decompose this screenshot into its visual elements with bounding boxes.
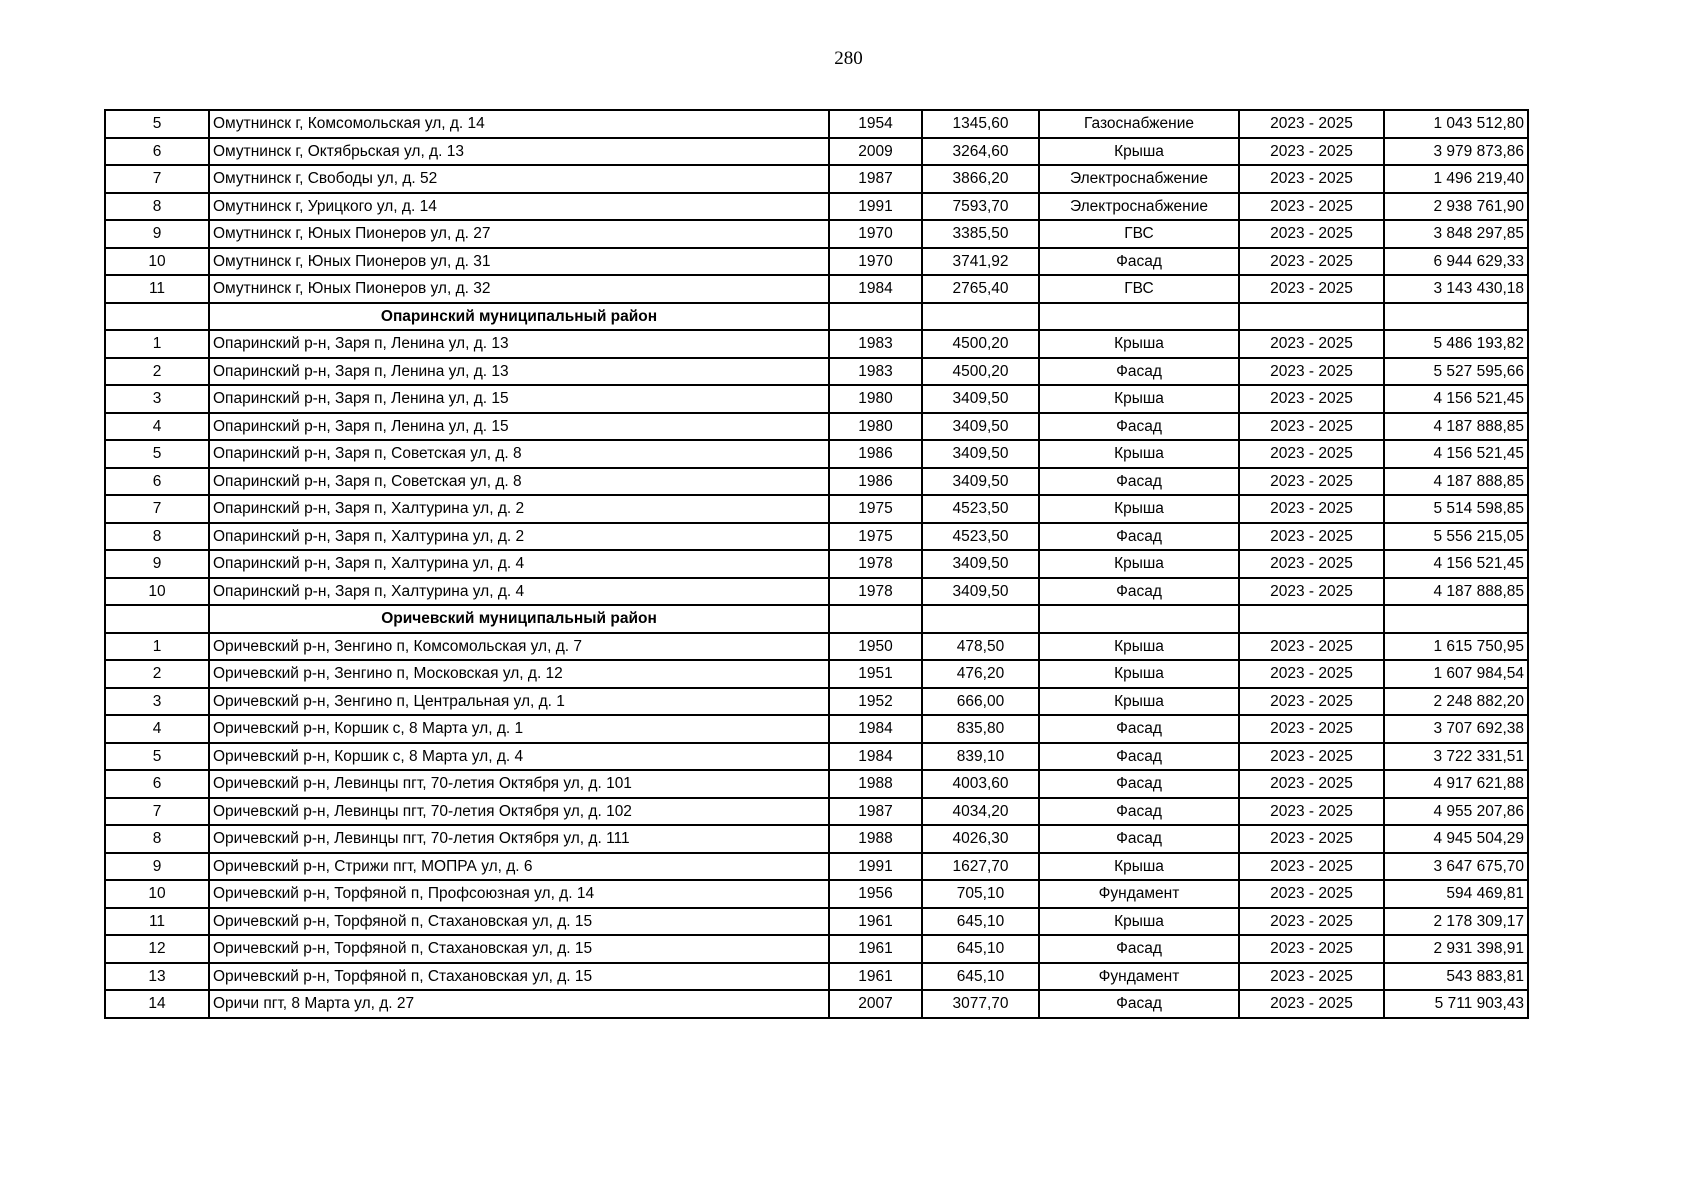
row-number: 4	[105, 715, 209, 743]
area-cell: 3264,60	[922, 138, 1039, 166]
district-heading: Опаринский муниципальный район	[209, 303, 829, 331]
address-cell: Омутнинск г, Свободы ул, д. 52	[209, 165, 829, 193]
row-number: 1	[105, 633, 209, 661]
table-row	[105, 770, 1528, 798]
table-row	[105, 798, 1528, 826]
year-built-cell: 1984	[829, 743, 922, 771]
section-header-row	[105, 605, 1528, 633]
year-built-cell: 1951	[829, 660, 922, 688]
cost-cell: 594 469,81	[1384, 880, 1528, 908]
year-built-cell: 1988	[829, 825, 922, 853]
section-header-row	[105, 303, 1528, 331]
year-built-cell: 1991	[829, 193, 922, 221]
cost-cell: 1 615 750,95	[1384, 633, 1528, 661]
row-number: 11	[105, 908, 209, 936]
address-cell: Оричевский р-н, Торфяной п, Стахановская ул, д. 15	[209, 935, 829, 963]
area-cell: 3409,50	[922, 578, 1039, 606]
cost-cell: 4 156 521,45	[1384, 385, 1528, 413]
cost-cell: 4 187 888,85	[1384, 578, 1528, 606]
area-cell: 4026,30	[922, 825, 1039, 853]
address-cell: Оричевский р-н, Зенгино п, Московская ул, д. 12	[209, 660, 829, 688]
area-cell: 3385,50	[922, 220, 1039, 248]
row-number	[105, 303, 209, 331]
period-cell: 2023 - 2025	[1239, 413, 1384, 441]
period-cell: 2023 - 2025	[1239, 495, 1384, 523]
work-type-cell	[1039, 605, 1239, 633]
cost-cell: 3 143 430,18	[1384, 275, 1528, 303]
work-type-cell: Фасад	[1039, 358, 1239, 386]
period-cell: 2023 - 2025	[1239, 660, 1384, 688]
period-cell: 2023 - 2025	[1239, 385, 1384, 413]
row-number: 2	[105, 358, 209, 386]
area-cell: 2765,40	[922, 275, 1039, 303]
table-row	[105, 853, 1528, 881]
row-number: 8	[105, 825, 209, 853]
cost-cell: 3 707 692,38	[1384, 715, 1528, 743]
address-cell: Опаринский р-н, Заря п, Халтурина ул, д. 4	[209, 550, 829, 578]
address-cell: Оричевский р-н, Левинцы пгт, 70-летия Октября ул, д. 101	[209, 770, 829, 798]
year-built-cell: 1956	[829, 880, 922, 908]
table-row	[105, 275, 1528, 303]
address-cell: Опаринский р-н, Заря п, Ленина ул, д. 13	[209, 358, 829, 386]
address-cell: Оричевский р-н, Торфяной п, Стахановская ул, д. 15	[209, 908, 829, 936]
table-row	[105, 330, 1528, 358]
period-cell: 2023 - 2025	[1239, 523, 1384, 551]
year-built-cell: 1983	[829, 358, 922, 386]
year-built-cell: 1978	[829, 550, 922, 578]
period-cell: 2023 - 2025	[1239, 275, 1384, 303]
table-row	[105, 138, 1528, 166]
period-cell: 2023 - 2025	[1239, 688, 1384, 716]
work-type-cell: Крыша	[1039, 660, 1239, 688]
period-cell: 2023 - 2025	[1239, 110, 1384, 138]
year-built-cell: 1961	[829, 963, 922, 991]
row-number: 9	[105, 220, 209, 248]
period-cell: 2023 - 2025	[1239, 248, 1384, 276]
table-row	[105, 660, 1528, 688]
table-row	[105, 248, 1528, 276]
period-cell: 2023 - 2025	[1239, 963, 1384, 991]
area-cell: 645,10	[922, 963, 1039, 991]
cost-cell: 4 955 207,86	[1384, 798, 1528, 826]
cost-cell: 5 711 903,43	[1384, 990, 1528, 1018]
cost-cell: 4 187 888,85	[1384, 413, 1528, 441]
cost-cell: 4 156 521,45	[1384, 550, 1528, 578]
building-repair-table	[104, 109, 1529, 1019]
year-built-cell: 1988	[829, 770, 922, 798]
period-cell	[1239, 303, 1384, 331]
work-type-cell: Крыша	[1039, 138, 1239, 166]
period-cell: 2023 - 2025	[1239, 138, 1384, 166]
area-cell: 666,00	[922, 688, 1039, 716]
table-row	[105, 220, 1528, 248]
year-built-cell: 2007	[829, 990, 922, 1018]
cost-cell: 2 178 309,17	[1384, 908, 1528, 936]
address-cell: Омутнинск г, Октябрьская ул, д. 13	[209, 138, 829, 166]
address-cell: Оричевский р-н, Зенгино п, Центральная ул, д. 1	[209, 688, 829, 716]
year-built-cell: 1954	[829, 110, 922, 138]
year-built-cell: 1970	[829, 248, 922, 276]
work-type-cell: Фасад	[1039, 715, 1239, 743]
work-type-cell	[1039, 303, 1239, 331]
address-cell: Оричи пгт, 8 Марта ул, д. 27	[209, 990, 829, 1018]
area-cell: 1627,70	[922, 853, 1039, 881]
table-row	[105, 440, 1528, 468]
table-row	[105, 825, 1528, 853]
table-row	[105, 743, 1528, 771]
row-number: 3	[105, 688, 209, 716]
area-cell: 645,10	[922, 935, 1039, 963]
table-row	[105, 935, 1528, 963]
period-cell: 2023 - 2025	[1239, 468, 1384, 496]
work-type-cell: Фасад	[1039, 743, 1239, 771]
cost-cell: 4 945 504,29	[1384, 825, 1528, 853]
period-cell: 2023 - 2025	[1239, 908, 1384, 936]
row-number: 13	[105, 963, 209, 991]
address-cell: Оричевский р-н, Стрижи пгт, МОПРА ул, д. 6	[209, 853, 829, 881]
area-cell: 476,20	[922, 660, 1039, 688]
address-cell: Омутнинск г, Комсомольская ул, д. 14	[209, 110, 829, 138]
work-type-cell: Электроснабжение	[1039, 165, 1239, 193]
table-row	[105, 523, 1528, 551]
cost-cell: 4 917 621,88	[1384, 770, 1528, 798]
area-cell: 705,10	[922, 880, 1039, 908]
work-type-cell: Фасад	[1039, 523, 1239, 551]
year-built-cell: 1986	[829, 440, 922, 468]
cost-cell	[1384, 605, 1528, 633]
table-body	[105, 110, 1528, 1018]
row-number: 4	[105, 413, 209, 441]
area-cell: 839,10	[922, 743, 1039, 771]
period-cell: 2023 - 2025	[1239, 550, 1384, 578]
cost-cell: 4 156 521,45	[1384, 440, 1528, 468]
area-cell	[922, 605, 1039, 633]
table-row	[105, 413, 1528, 441]
area-cell: 3077,70	[922, 990, 1039, 1018]
table-row	[105, 193, 1528, 221]
work-type-cell: Крыша	[1039, 688, 1239, 716]
period-cell: 2023 - 2025	[1239, 743, 1384, 771]
row-number: 5	[105, 440, 209, 468]
row-number: 1	[105, 330, 209, 358]
row-number: 9	[105, 853, 209, 881]
cost-cell: 5 514 598,85	[1384, 495, 1528, 523]
work-type-cell: ГВС	[1039, 275, 1239, 303]
table-row	[105, 908, 1528, 936]
table-row	[105, 550, 1528, 578]
period-cell: 2023 - 2025	[1239, 715, 1384, 743]
address-cell: Оричевский р-н, Торфяной п, Стахановская ул, д. 15	[209, 963, 829, 991]
address-cell: Оричевский р-н, Коршик с, 8 Марта ул, д. 4	[209, 743, 829, 771]
cost-cell: 1 043 512,80	[1384, 110, 1528, 138]
year-built-cell: 1984	[829, 275, 922, 303]
year-built-cell: 1978	[829, 578, 922, 606]
period-cell: 2023 - 2025	[1239, 193, 1384, 221]
cost-cell: 3 722 331,51	[1384, 743, 1528, 771]
work-type-cell: Крыша	[1039, 385, 1239, 413]
row-number: 10	[105, 880, 209, 908]
address-cell: Опаринский р-н, Заря п, Ленина ул, д. 15	[209, 385, 829, 413]
address-cell: Омутнинск г, Урицкого ул, д. 14	[209, 193, 829, 221]
work-type-cell: Крыша	[1039, 853, 1239, 881]
period-cell: 2023 - 2025	[1239, 853, 1384, 881]
address-cell: Оричевский р-н, Зенгино п, Комсомольская ул, д. 7	[209, 633, 829, 661]
year-built-cell: 2009	[829, 138, 922, 166]
area-cell: 3866,20	[922, 165, 1039, 193]
period-cell: 2023 - 2025	[1239, 330, 1384, 358]
work-type-cell: Фундамент	[1039, 880, 1239, 908]
work-type-cell: Крыша	[1039, 550, 1239, 578]
address-cell: Оричевский р-н, Торфяной п, Профсоюзная ул, д. 14	[209, 880, 829, 908]
row-number: 7	[105, 495, 209, 523]
year-built-cell: 1991	[829, 853, 922, 881]
year-built-cell: 1961	[829, 935, 922, 963]
area-cell: 4500,20	[922, 358, 1039, 386]
year-built-cell: 1987	[829, 798, 922, 826]
row-number: 6	[105, 770, 209, 798]
table-row	[105, 578, 1528, 606]
row-number: 10	[105, 248, 209, 276]
cost-cell	[1384, 303, 1528, 331]
work-type-cell: Фасад	[1039, 935, 1239, 963]
table-row	[105, 963, 1528, 991]
table-row	[105, 165, 1528, 193]
area-cell: 645,10	[922, 908, 1039, 936]
work-type-cell: Фасад	[1039, 413, 1239, 441]
work-type-cell: Крыша	[1039, 330, 1239, 358]
period-cell: 2023 - 2025	[1239, 770, 1384, 798]
year-built-cell: 1950	[829, 633, 922, 661]
address-cell: Опаринский р-н, Заря п, Халтурина ул, д. 2	[209, 495, 829, 523]
row-number: 5	[105, 110, 209, 138]
year-built-cell: 1984	[829, 715, 922, 743]
row-number: 6	[105, 468, 209, 496]
area-cell: 4500,20	[922, 330, 1039, 358]
table-row	[105, 495, 1528, 523]
address-cell: Омутнинск г, Юных Пионеров ул, д. 31	[209, 248, 829, 276]
area-cell: 7593,70	[922, 193, 1039, 221]
year-built-cell: 1980	[829, 413, 922, 441]
row-number: 5	[105, 743, 209, 771]
period-cell: 2023 - 2025	[1239, 880, 1384, 908]
period-cell: 2023 - 2025	[1239, 825, 1384, 853]
period-cell: 2023 - 2025	[1239, 578, 1384, 606]
table-row	[105, 358, 1528, 386]
area-cell: 3409,50	[922, 468, 1039, 496]
row-number: 2	[105, 660, 209, 688]
work-type-cell: Электроснабжение	[1039, 193, 1239, 221]
work-type-cell: Крыша	[1039, 633, 1239, 661]
cost-cell: 5 486 193,82	[1384, 330, 1528, 358]
cost-cell: 1 496 219,40	[1384, 165, 1528, 193]
address-cell: Опаринский р-н, Заря п, Ленина ул, д. 15	[209, 413, 829, 441]
area-cell: 4034,20	[922, 798, 1039, 826]
year-built-cell: 1986	[829, 468, 922, 496]
work-type-cell: Фасад	[1039, 770, 1239, 798]
period-cell	[1239, 605, 1384, 633]
table-row	[105, 880, 1528, 908]
row-number: 8	[105, 523, 209, 551]
row-number: 9	[105, 550, 209, 578]
row-number: 11	[105, 275, 209, 303]
address-cell: Оричевский р-н, Левинцы пгт, 70-летия Октября ул, д. 102	[209, 798, 829, 826]
table-row	[105, 385, 1528, 413]
cost-cell: 3 848 297,85	[1384, 220, 1528, 248]
work-type-cell: Фасад	[1039, 990, 1239, 1018]
address-cell: Оричевский р-н, Левинцы пгт, 70-летия Октября ул, д. 111	[209, 825, 829, 853]
table-row	[105, 715, 1528, 743]
area-cell	[922, 303, 1039, 331]
row-number: 10	[105, 578, 209, 606]
address-cell: Опаринский р-н, Заря п, Халтурина ул, д. 2	[209, 523, 829, 551]
area-cell: 3409,50	[922, 440, 1039, 468]
table-row	[105, 110, 1528, 138]
work-type-cell: Фасад	[1039, 578, 1239, 606]
area-cell: 4523,50	[922, 495, 1039, 523]
row-number: 8	[105, 193, 209, 221]
year-built-cell: 1970	[829, 220, 922, 248]
work-type-cell: Фасад	[1039, 468, 1239, 496]
work-type-cell: ГВС	[1039, 220, 1239, 248]
work-type-cell: Крыша	[1039, 495, 1239, 523]
address-cell: Опаринский р-н, Заря п, Советская ул, д. 8	[209, 468, 829, 496]
work-type-cell: Газоснабжение	[1039, 110, 1239, 138]
area-cell: 835,80	[922, 715, 1039, 743]
table-row	[105, 688, 1528, 716]
area-cell: 478,50	[922, 633, 1039, 661]
year-built-cell	[829, 605, 922, 633]
row-number: 7	[105, 165, 209, 193]
row-number: 3	[105, 385, 209, 413]
cost-cell: 5 527 595,66	[1384, 358, 1528, 386]
cost-cell: 2 938 761,90	[1384, 193, 1528, 221]
address-cell: Опаринский р-н, Заря п, Советская ул, д. 8	[209, 440, 829, 468]
row-number: 7	[105, 798, 209, 826]
address-cell: Омутнинск г, Юных Пионеров ул, д. 27	[209, 220, 829, 248]
work-type-cell: Фасад	[1039, 798, 1239, 826]
area-cell: 3409,50	[922, 550, 1039, 578]
work-type-cell: Фасад	[1039, 248, 1239, 276]
area-cell: 3409,50	[922, 413, 1039, 441]
period-cell: 2023 - 2025	[1239, 798, 1384, 826]
cost-cell: 5 556 215,05	[1384, 523, 1528, 551]
year-built-cell: 1961	[829, 908, 922, 936]
work-type-cell: Фундамент	[1039, 963, 1239, 991]
row-number: 14	[105, 990, 209, 1018]
cost-cell: 2 248 882,20	[1384, 688, 1528, 716]
cost-cell: 4 187 888,85	[1384, 468, 1528, 496]
page-number: 280	[834, 48, 863, 69]
district-heading: Оричевский муниципальный район	[209, 605, 829, 633]
year-built-cell: 1975	[829, 495, 922, 523]
period-cell: 2023 - 2025	[1239, 633, 1384, 661]
cost-cell: 3 647 675,70	[1384, 853, 1528, 881]
work-type-cell: Фасад	[1039, 825, 1239, 853]
cost-cell: 543 883,81	[1384, 963, 1528, 991]
row-number	[105, 605, 209, 633]
cost-cell: 1 607 984,54	[1384, 660, 1528, 688]
period-cell: 2023 - 2025	[1239, 935, 1384, 963]
cost-cell: 6 944 629,33	[1384, 248, 1528, 276]
work-type-cell: Крыша	[1039, 908, 1239, 936]
area-cell: 1345,60	[922, 110, 1039, 138]
table-row	[105, 990, 1528, 1018]
area-cell: 3741,92	[922, 248, 1039, 276]
period-cell: 2023 - 2025	[1239, 440, 1384, 468]
row-number: 6	[105, 138, 209, 166]
table-row	[105, 468, 1528, 496]
period-cell: 2023 - 2025	[1239, 220, 1384, 248]
address-cell: Опаринский р-н, Заря п, Халтурина ул, д. 4	[209, 578, 829, 606]
work-type-cell: Крыша	[1039, 440, 1239, 468]
address-cell: Оричевский р-н, Коршик с, 8 Марта ул, д. 1	[209, 715, 829, 743]
area-cell: 3409,50	[922, 385, 1039, 413]
period-cell: 2023 - 2025	[1239, 990, 1384, 1018]
year-built-cell: 1975	[829, 523, 922, 551]
row-number: 12	[105, 935, 209, 963]
address-cell: Омутнинск г, Юных Пионеров ул, д. 32	[209, 275, 829, 303]
period-cell: 2023 - 2025	[1239, 165, 1384, 193]
year-built-cell: 1952	[829, 688, 922, 716]
address-cell: Опаринский р-н, Заря п, Ленина ул, д. 13	[209, 330, 829, 358]
year-built-cell: 1980	[829, 385, 922, 413]
year-built-cell	[829, 303, 922, 331]
cost-cell: 2 931 398,91	[1384, 935, 1528, 963]
year-built-cell: 1987	[829, 165, 922, 193]
table-row	[105, 633, 1528, 661]
area-cell: 4523,50	[922, 523, 1039, 551]
cost-cell: 3 979 873,86	[1384, 138, 1528, 166]
period-cell: 2023 - 2025	[1239, 358, 1384, 386]
year-built-cell: 1983	[829, 330, 922, 358]
area-cell: 4003,60	[922, 770, 1039, 798]
